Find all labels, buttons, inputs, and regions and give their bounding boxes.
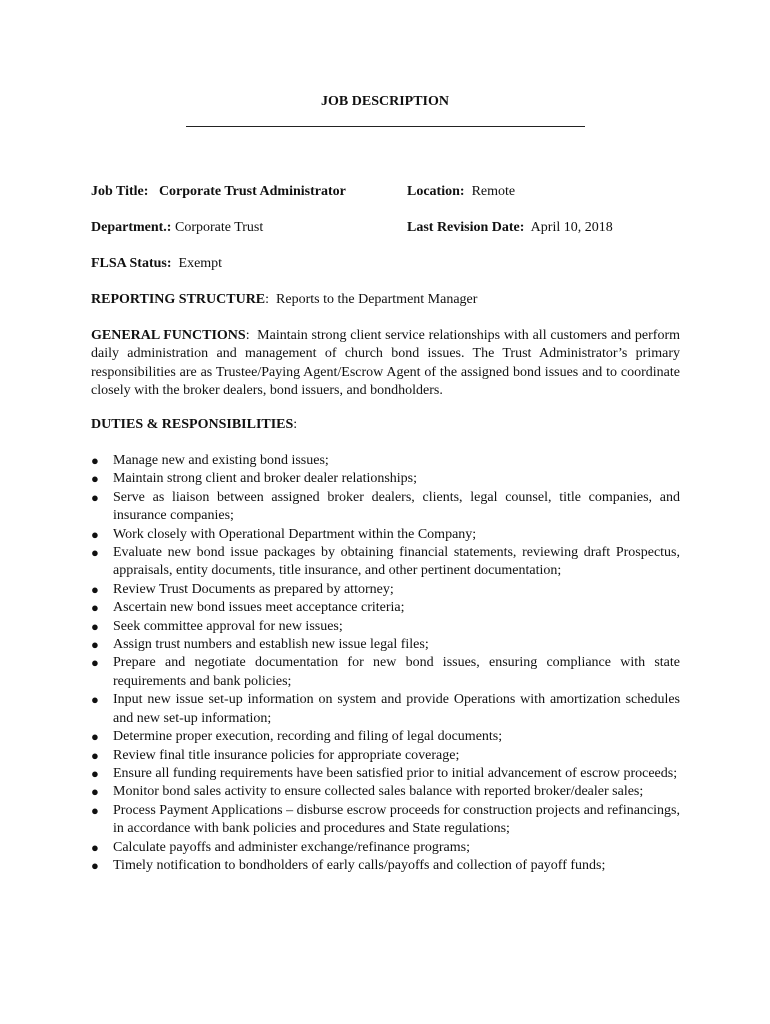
- bullet-icon: ●: [91, 765, 99, 781]
- bullet-icon: ●: [91, 600, 99, 616]
- location-value: Remote: [471, 184, 516, 199]
- list-item: ● Serve as liaison between assigned broker dealers, clients, legal counsel, title companies, and insurance companies;: [91, 489, 680, 524]
- location-row: [407, 184, 515, 200]
- department-row: [91, 220, 263, 236]
- list-item: ● Timely notification to bondholders of early calls/payoffs and collection of payoff funds;: [91, 857, 680, 875]
- bullet-icon: ●: [91, 581, 99, 597]
- revision-row: [407, 220, 613, 236]
- location-label: Location:: [407, 184, 465, 199]
- duties-heading-row: DUTIES & RESPONSIBILITIES:: [91, 417, 298, 432]
- duties-list: [91, 452, 680, 875]
- general-functions-text: Maintain strong client service relationships with all customers and perform daily administration and management of church bond issues. The Trust Administrator’s primary responsibilities are as Trustee/Paying Agent/Escrow Agent of the assigned bond issues and to coordinate closely with the broker dealers, bond issuers, and bondholders.: [91, 328, 681, 399]
- list-item: ● Monitor bond sales activity to ensure collected sales balance with reported broker/dealer sales;: [91, 783, 680, 801]
- list-item: ● Prepare and negotiate documentation for new bond issues, ensuring compliance with state requirements and bank policies;: [91, 655, 680, 689]
- list-item: ● Maintain strong client and broker dealer relationships;: [91, 470, 680, 488]
- flsa-row: [91, 256, 222, 272]
- list-item: ● Input new issue set-up information on system and provide Operations with amortization schedules and new set-up information;: [91, 692, 680, 726]
- list-item: ● Review Trust Documents as prepared by attorney;: [91, 581, 680, 599]
- department-label: Department.:: [91, 220, 172, 235]
- bullet-icon: ●: [91, 802, 99, 818]
- list-item: ● Work closely with Operational Department within the Company;: [91, 526, 680, 544]
- bullet-icon: ●: [91, 453, 99, 468]
- bullet-icon: ●: [91, 489, 99, 505]
- bullet-icon: ●: [91, 784, 99, 800]
- reporting-text: Reports to the Department Manager: [276, 292, 478, 307]
- general-functions: GENERAL FUNCTIONS: Maintain strong client service relationships with all customers and perform daily administration and management of church bond issues. The Trust Administrator’s primary responsibilities are as Trustee/Paying Agent/Escrow Agent of the assigned bond issues and to coordinate closely with the broker dealers, bond issuers, and bondholders.: [91, 328, 681, 399]
- revision-value: April 10, 2018: [530, 220, 613, 235]
- document-title: JOB DESCRIPTION: [321, 94, 449, 109]
- bullet-icon: ●: [91, 729, 99, 745]
- list-item: ● Review final title insurance policies for appropriate coverage;: [91, 747, 680, 765]
- bullet-icon: ●: [91, 839, 99, 855]
- bullet-icon: ●: [91, 526, 99, 542]
- list-item: ● Process Payment Applications – disburse escrow proceeds for construction projects and refinancings, in accordance with bank policies and procedures and State regulations;: [91, 802, 680, 837]
- title-underline: [186, 126, 585, 127]
- bullet-icon: ●: [91, 692, 99, 708]
- bullet-icon: ●: [91, 471, 99, 487]
- bullet-icon: ●: [91, 637, 99, 653]
- bullet-icon: ●: [91, 857, 99, 873]
- list-item: ● Ascertain new bond issues meet acceptance criteria;: [91, 599, 680, 617]
- list-item: ● Assign trust numbers and establish new issue legal files;: [91, 636, 680, 654]
- reporting-structure: REPORTING STRUCTURE: Reports to the Department Manager: [91, 292, 478, 307]
- duties-heading: DUTIES & RESPONSIBILITIES: [91, 417, 294, 432]
- list-item: ● Seek committee approval for new issues;: [91, 618, 680, 636]
- bullet-icon: ●: [91, 655, 99, 671]
- job-title-label: Job Title:: [91, 184, 149, 199]
- job-title-row: [91, 184, 346, 200]
- list-item: ● Determine proper execution, recording and filing of legal documents;: [91, 728, 680, 746]
- list-item: ● Manage new and existing bond issues;: [91, 452, 680, 470]
- bullet-icon: ●: [91, 747, 99, 763]
- flsa-value: Exempt: [178, 256, 223, 271]
- general-functions-label: GENERAL FUNCTIONS: [91, 328, 246, 343]
- department-value: Corporate Trust: [174, 220, 264, 235]
- revision-label: Last Revision Date:: [407, 220, 525, 235]
- flsa-label: FLSA Status:: [91, 256, 172, 271]
- list-item: ● Ensure all funding requirements have been satisfied prior to initial advancement of escrow proceeds;: [91, 765, 680, 783]
- job-title-value: Corporate Trust Administrator: [158, 184, 346, 199]
- bullet-icon: ●: [91, 618, 99, 634]
- list-item: ● Evaluate new bond issue packages by obtaining financial statements, reviewing draft Prospectus, appraisals, entity documents, title insurance, and other pertinent documentation;: [91, 545, 680, 579]
- bullet-icon: ●: [91, 545, 99, 561]
- list-item: ● Calculate payoffs and administer exchange/refinance programs;: [91, 839, 680, 857]
- reporting-label: REPORTING STRUCTURE: [91, 292, 266, 307]
